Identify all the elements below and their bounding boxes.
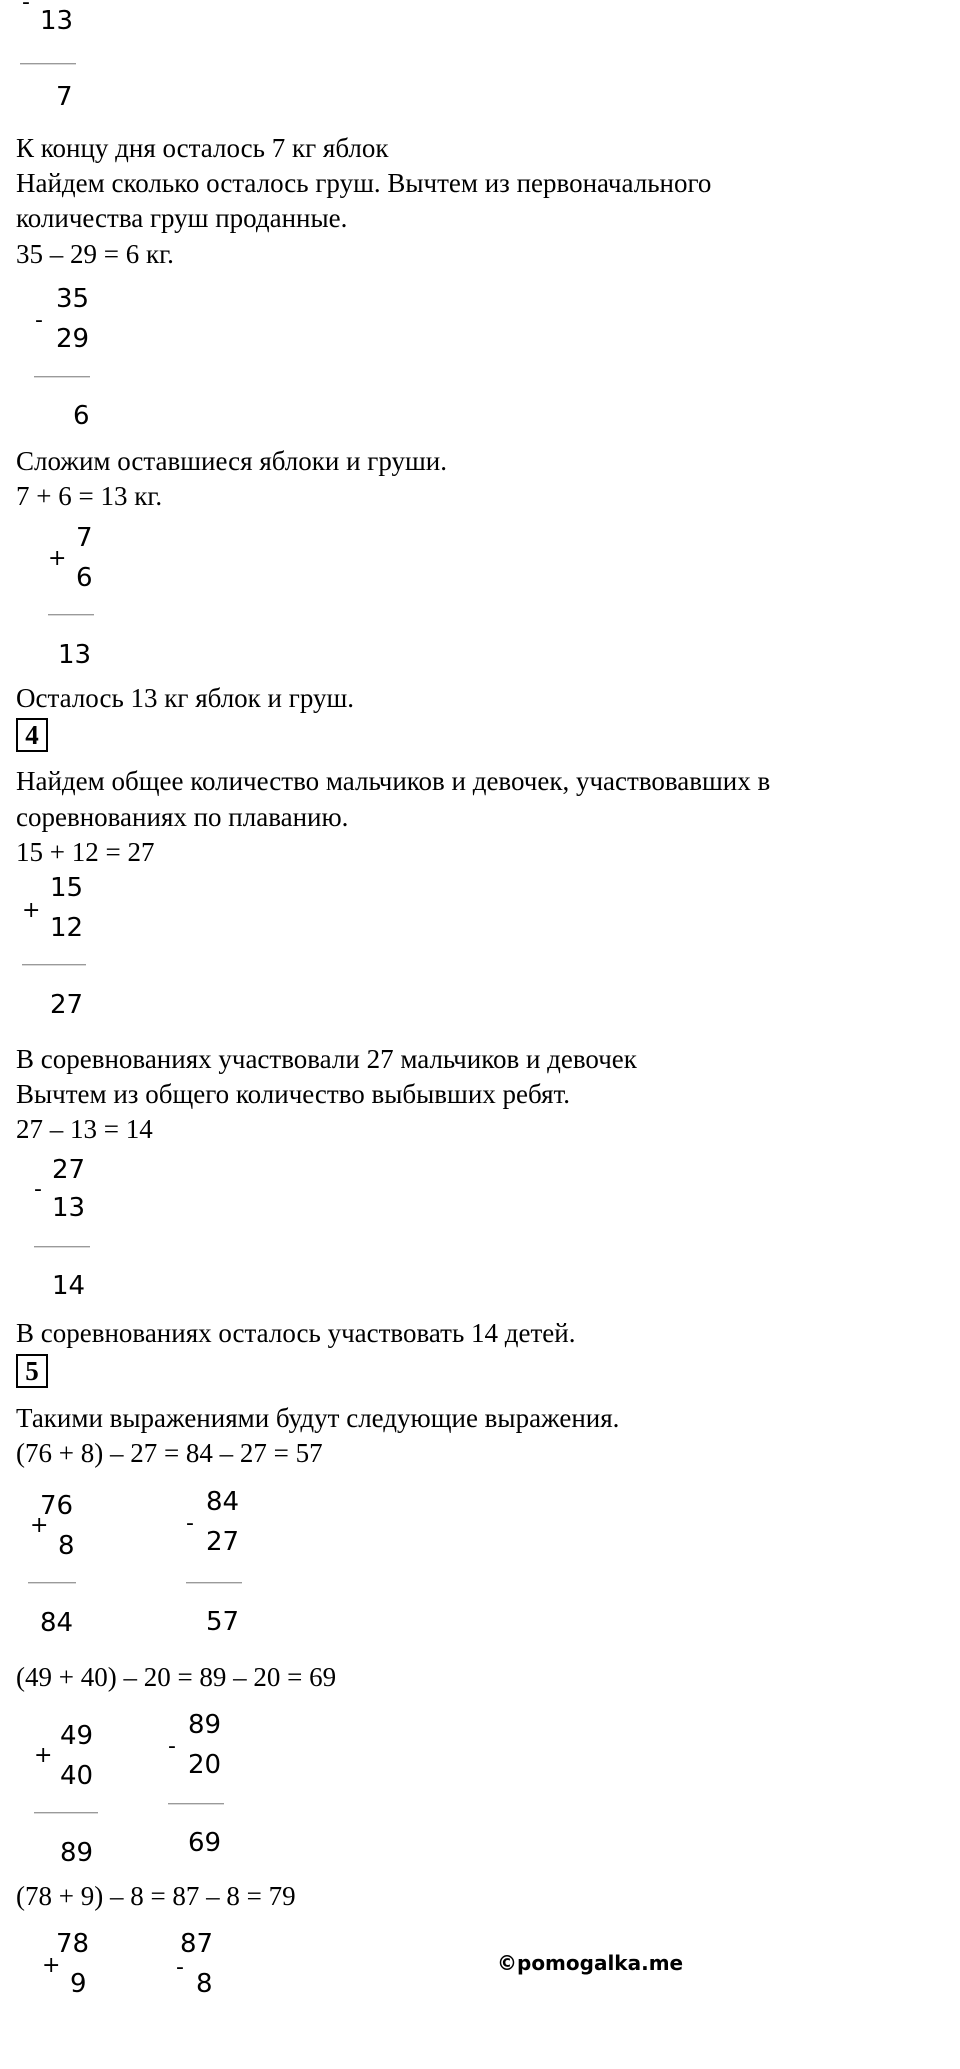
minus-sign: - xyxy=(34,1177,42,1202)
addend-top: 78 xyxy=(56,1929,90,1959)
minus-sign: - xyxy=(176,1955,184,1980)
subtrahend: 8 xyxy=(196,1969,213,1999)
equation-text: 15 + 12 = 27 xyxy=(16,837,155,867)
paragraph-text: Найдем общее количество мальчиков и девочек, участвовавших в xyxy=(16,766,771,796)
paragraph-text: соревнованиях по плаванию. xyxy=(16,802,349,832)
column-subtraction xyxy=(30,284,170,431)
plus-sign: + xyxy=(48,546,67,571)
paragraph-text: Найдем сколько осталось груш. Вычтем из первоначального xyxy=(16,168,712,198)
column-subtraction xyxy=(30,1155,170,1301)
result-line xyxy=(20,63,76,65)
plus-sign: + xyxy=(34,1743,53,1768)
addend-top: 15 xyxy=(50,873,84,903)
addend-bottom: 8 xyxy=(58,1531,75,1561)
answer-text: В соревнованиях участвовали 27 мальчиков и девочек xyxy=(16,1044,637,1074)
answer-text: В соревнованиях осталось участвовать 14 детей. xyxy=(16,1318,576,1348)
plus-sign: + xyxy=(42,1953,61,1978)
sum: 13 xyxy=(58,640,92,670)
sum: 89 xyxy=(60,1838,94,1868)
answer-text: К концу дня осталось 7 кг яблок xyxy=(16,133,389,163)
result-line xyxy=(22,964,86,966)
subtrahend: 29 xyxy=(56,324,90,354)
column-subtraction xyxy=(186,1487,326,1637)
column-addition xyxy=(40,1929,180,2069)
addend-bottom: 9 xyxy=(70,1969,87,1999)
task-number-box: 5 xyxy=(16,1354,48,1388)
difference: 7 xyxy=(56,82,73,112)
addend-bottom: 40 xyxy=(60,1761,94,1791)
minus-sign: - xyxy=(35,308,43,333)
difference: 14 xyxy=(52,1271,86,1301)
addend-top: 7 xyxy=(76,523,93,553)
minuend: 13 xyxy=(40,6,74,36)
subtrahend: 20 xyxy=(188,1750,222,1780)
equation-text: 35 – 29 = 6 кг. xyxy=(16,239,174,269)
result-line xyxy=(48,614,94,616)
minuend: 35 xyxy=(56,284,90,314)
result-line xyxy=(186,1582,242,1584)
plus-sign: + xyxy=(22,898,41,923)
column-subtraction xyxy=(172,1929,312,2069)
minus-sign: - xyxy=(22,0,30,15)
difference: 6 xyxy=(73,401,90,431)
column-subtraction xyxy=(168,1710,308,1858)
addend-top: 76 xyxy=(40,1491,74,1521)
minuend: 89 xyxy=(188,1710,222,1740)
equation-text: 27 – 13 = 14 xyxy=(16,1114,153,1144)
addend-top: 49 xyxy=(60,1721,94,1751)
equation-text: (78 + 9) – 8 = 87 – 8 = 79 xyxy=(16,1881,296,1911)
task-number-box: 4 xyxy=(16,718,48,752)
plus-sign: + xyxy=(30,1513,49,1538)
equation-text: (49 + 40) – 20 = 89 – 20 = 69 xyxy=(16,1662,337,1692)
column-addition xyxy=(18,873,158,1020)
paragraph-text: Сложим оставшиеся яблоки и груши. xyxy=(16,446,447,476)
result-line xyxy=(168,1803,224,1805)
minus-sign: - xyxy=(168,1734,176,1759)
answer-text: Осталось 13 кг яблок и груш. xyxy=(16,683,355,713)
watermark-footer: ©pomogalka.me xyxy=(497,1951,684,1975)
sum: 27 xyxy=(50,990,84,1020)
difference: 69 xyxy=(188,1828,222,1858)
paragraph-text: количества груш проданные. xyxy=(16,203,348,233)
column-subtraction xyxy=(16,0,156,132)
minuend: 84 xyxy=(206,1487,240,1517)
minuend: 87 xyxy=(180,1929,214,1959)
result-line xyxy=(28,1582,76,1584)
column-addition xyxy=(30,1721,170,1868)
subtrahend: 13 xyxy=(52,1193,86,1223)
paragraph-text: Вычтем из общего количество выбывших ребят. xyxy=(16,1079,571,1109)
result-line xyxy=(34,1246,90,1248)
equation-text: 7 + 6 = 13 кг. xyxy=(16,481,163,511)
column-addition xyxy=(28,1491,168,1638)
minuend: 27 xyxy=(52,1155,86,1185)
minus-sign: - xyxy=(186,1511,194,1536)
result-line xyxy=(34,1812,98,1814)
addend-bottom: 6 xyxy=(76,563,93,593)
sum: 84 xyxy=(40,1608,74,1638)
subtrahend: 27 xyxy=(206,1527,240,1557)
difference: 57 xyxy=(206,1607,240,1637)
equation-text: (76 + 8) – 27 = 84 – 27 = 57 xyxy=(16,1438,323,1468)
addend-bottom: 12 xyxy=(50,913,84,943)
column-addition xyxy=(44,523,184,670)
result-line xyxy=(34,376,90,378)
paragraph-text: Такими выражениями будут следующие выражения. xyxy=(16,1403,620,1433)
